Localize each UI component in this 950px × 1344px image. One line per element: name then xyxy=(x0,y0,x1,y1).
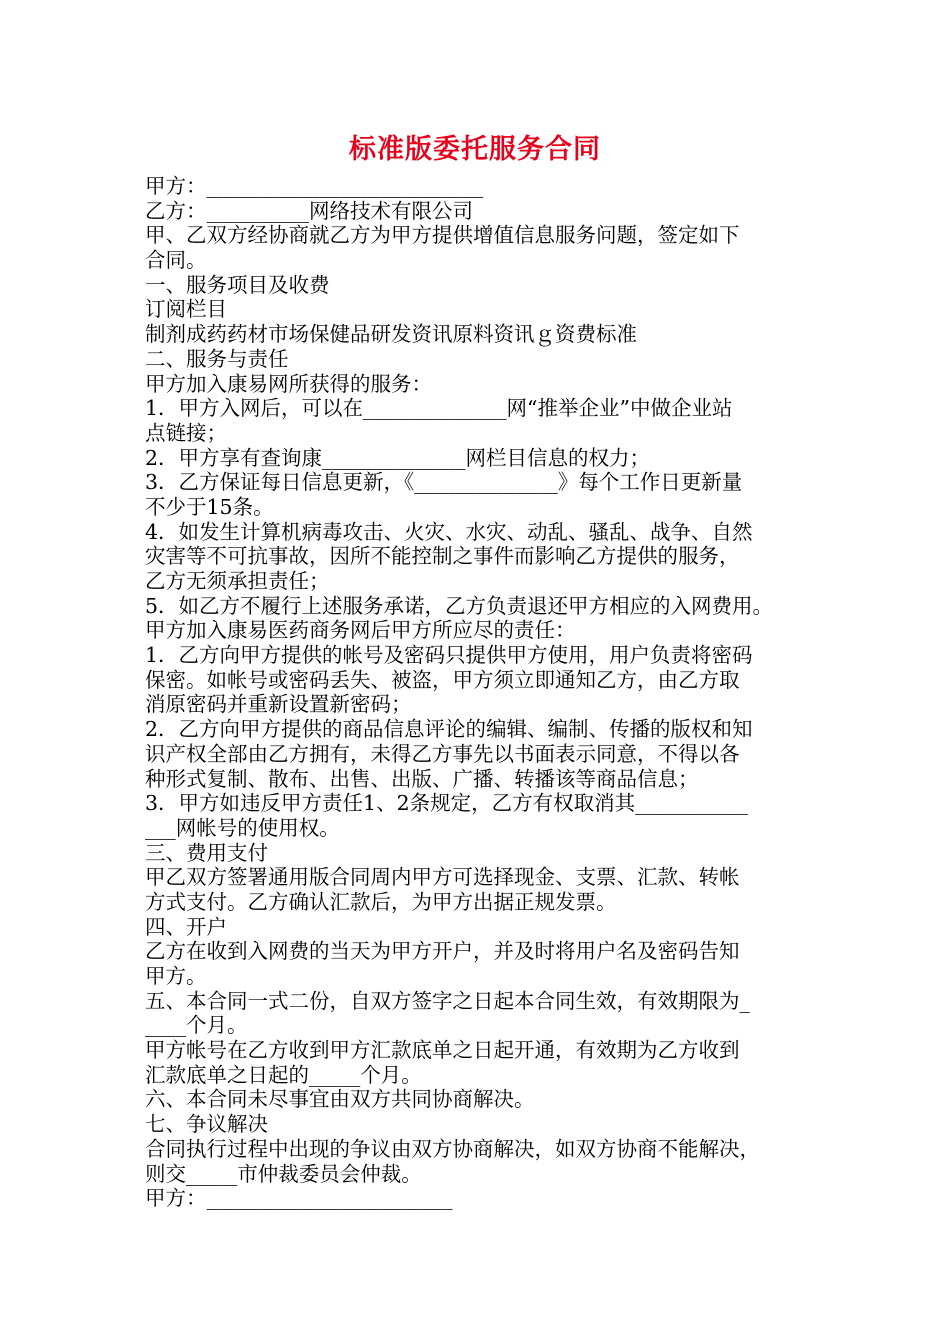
text-line: 灾害等不可抗事故，因所不能控制之事件而影响乙方提供的服务， xyxy=(145,544,740,569)
text-line: 乙方在收到入网费的当天为甲方开户，并及时将用户名及密码告知 xyxy=(145,939,740,964)
section-heading: 四、开户 xyxy=(145,914,227,939)
text-line: 合同执行过程中出现的争议由双方协商解决，如双方协商不能解决， xyxy=(145,1136,760,1161)
text-line: 识产权全部由乙方拥有，未得乙方事先以书面表示同意，不得以各 xyxy=(145,741,740,766)
text-line: 制剂成药药材市场保健品研发资讯原料资讯ｇ资费标准 xyxy=(145,322,637,347)
text-line: 乙方：__________网络技术有限公司 xyxy=(145,198,473,223)
text-line: 种形式复制、散布、出售、出版、广播、转播该等商品信息； xyxy=(145,766,699,791)
text-line: 2．甲方享有查询康______________网栏目信息的权力； xyxy=(145,445,651,470)
section-heading: 一、服务项目及收费 xyxy=(145,272,330,297)
text-line: 方式支付。乙方确认汇款后，为甲方出据正规发票。 xyxy=(145,889,617,914)
section-heading: 六、本合同未尽事宜由双方共同协商解决。 xyxy=(145,1087,535,1112)
text-line: 则交_____市仲裁委员会仲裁。 xyxy=(145,1161,422,1186)
text-line: 3．乙方保证每日信息更新，《______________》每个工作日更新量 xyxy=(145,470,743,495)
document-body xyxy=(145,174,815,1211)
text-line: 5．如乙方不履行上述服务承诺，乙方负责退还甲方相应的入网费用。 xyxy=(145,593,774,618)
section-heading: 五、本合同一式二份，自双方签字之日起本合同生效，有效期限为_ xyxy=(145,988,750,1013)
text-line: 2．乙方向甲方提供的商品信息评论的编辑、编制、传播的版权和知 xyxy=(145,717,753,742)
document-title: 标准版委托服务合同 xyxy=(349,134,601,165)
text-line: 点链接； xyxy=(145,420,227,445)
text-line: 不少于15条。 xyxy=(145,494,274,519)
text-line: 1．乙方向甲方提供的帐号及密码只提供甲方使用，用户负责将密码 xyxy=(145,643,753,668)
text-line: 3．甲方如违反甲方责任1、2条规定，乙方有权取消其___________ xyxy=(145,791,748,816)
signature-line: 甲方：________________________ xyxy=(145,1186,453,1211)
text-line: 合同。 xyxy=(145,248,207,273)
text-line: 甲方：___________________________ xyxy=(145,174,484,198)
section-heading: 三、费用支付 xyxy=(145,840,268,865)
section-heading: 七、争议解决 xyxy=(145,1112,268,1137)
text-line: 甲、乙双方经协商就乙方为甲方提供增值信息服务问题，签定如下 xyxy=(145,223,740,248)
text-line: 1．甲方入网后，可以在______________网“推举企业”中做企业站 xyxy=(145,396,733,421)
text-line: 甲方。 xyxy=(145,964,207,988)
text-line: ___网帐号的使用权。 xyxy=(145,815,340,840)
text-line: 4．如发生计算机病毒攻击、火灾、水灾、动乱、骚乱、战争、自然 xyxy=(145,519,753,544)
text-line: 甲乙双方签署通用版合同周内甲方可选择现金、支票、汇款、转帐 xyxy=(145,865,740,890)
text-line: 保密。如帐号或密码丢失、被盗，甲方须立即通知乙方，由乙方取 xyxy=(145,667,740,692)
text-line: 甲方加入康易网所获得的服务： xyxy=(145,371,432,396)
text-line: 乙方无须承担责任； xyxy=(145,569,330,593)
text-line: 汇款底单之日起的_____个月。 xyxy=(145,1062,422,1087)
text-line: ____个月。 xyxy=(145,1013,248,1038)
section-heading: 二、服务与责任 xyxy=(145,346,289,371)
text-line: 甲方帐号在乙方收到甲方汇款底单之日起开通，有效期为乙方收到 xyxy=(145,1038,740,1063)
text-line: 订阅栏目 xyxy=(145,297,227,322)
text-line: 甲方加入康易医药商务网后甲方所应尽的责任： xyxy=(145,618,576,643)
text-line: 消原密码并重新设置新密码； xyxy=(145,692,412,717)
